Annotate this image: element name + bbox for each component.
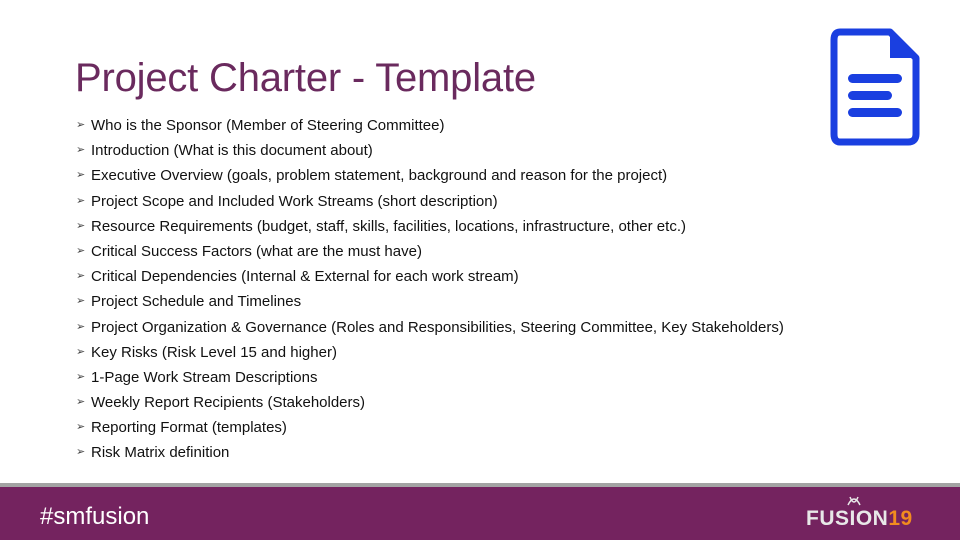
bullet-text: Project Scope and Included Work Streams (short description) (91, 192, 498, 210)
logo-number: 19 (888, 507, 913, 530)
hashtag-text: #smfusion (40, 503, 150, 530)
list-item (76, 138, 784, 163)
list-item (76, 365, 784, 390)
list-item (76, 214, 784, 239)
arrow-bullet-icon: ➢ (76, 169, 86, 182)
list-item (76, 440, 784, 465)
bullet-text: Critical Success Factors (what are the must have) (91, 242, 422, 260)
bullet-text: Resource Requirements (budget, staff, skills, facilities, locations, infrastructure, other etc.) (91, 217, 686, 235)
bullet-text: Executive Overview (goals, problem statement, background and reason for the project) (91, 167, 668, 185)
bullet-text: Reporting Format (templates) (91, 419, 287, 437)
bullet-text: Introduction (What is this document about) (91, 142, 373, 160)
list-item (76, 289, 784, 314)
list-item (76, 264, 784, 289)
bullet-text: Weekly Report Recipients (Stakeholders) (91, 394, 366, 412)
arrow-bullet-icon: ➢ (76, 219, 86, 232)
bullet-text: Critical Dependencies (Internal & External for each work stream) (91, 268, 519, 286)
list-item (76, 113, 784, 138)
arrow-bullet-icon: ➢ (76, 320, 86, 333)
arrow-bullet-icon: ➢ (76, 119, 86, 131)
arrow-bullet-icon: ➢ (76, 421, 86, 434)
bullet-text: Key Risks (Risk Level 15 and higher) (91, 343, 337, 361)
list-item (76, 315, 784, 340)
arrow-bullet-icon: ➢ (76, 270, 86, 283)
arrow-bullet-icon: ➢ (76, 446, 86, 459)
arrow-bullet-icon: ➢ (76, 345, 86, 358)
arrow-bullet-icon: ➢ (76, 396, 86, 409)
list-item (76, 415, 784, 440)
list-item (76, 163, 784, 188)
bullet-text: Risk Matrix definition (91, 444, 230, 462)
bullet-text: Project Schedule and Timelines (91, 293, 302, 311)
logo-swirl-icon (846, 493, 862, 507)
list-item (76, 390, 784, 415)
footer-bar (0, 483, 960, 540)
list-item (76, 239, 784, 264)
bullet-text: Who is the Sponsor (Member of Steering Committee) (91, 117, 445, 134)
fusion-logo (806, 497, 938, 531)
list-item (76, 340, 784, 365)
logo-word: FUSION (806, 507, 889, 530)
arrow-bullet-icon: ➢ (76, 370, 86, 383)
arrow-bullet-icon: ➢ (76, 244, 86, 257)
bullet-text: Project Organization & Governance (Roles and Responsibilities, Steering Committee, Key Stakeholders) (91, 318, 784, 336)
bullet-list (76, 113, 784, 466)
arrow-bullet-icon: ➢ (76, 295, 86, 308)
slide-title: Project Charter - Template (75, 56, 536, 100)
arrow-bullet-icon: ➢ (76, 194, 86, 207)
list-item (76, 189, 784, 214)
bullet-text: 1-Page Work Stream Descriptions (91, 368, 318, 386)
document-icon (830, 28, 922, 146)
arrow-bullet-icon: ➢ (76, 144, 86, 157)
